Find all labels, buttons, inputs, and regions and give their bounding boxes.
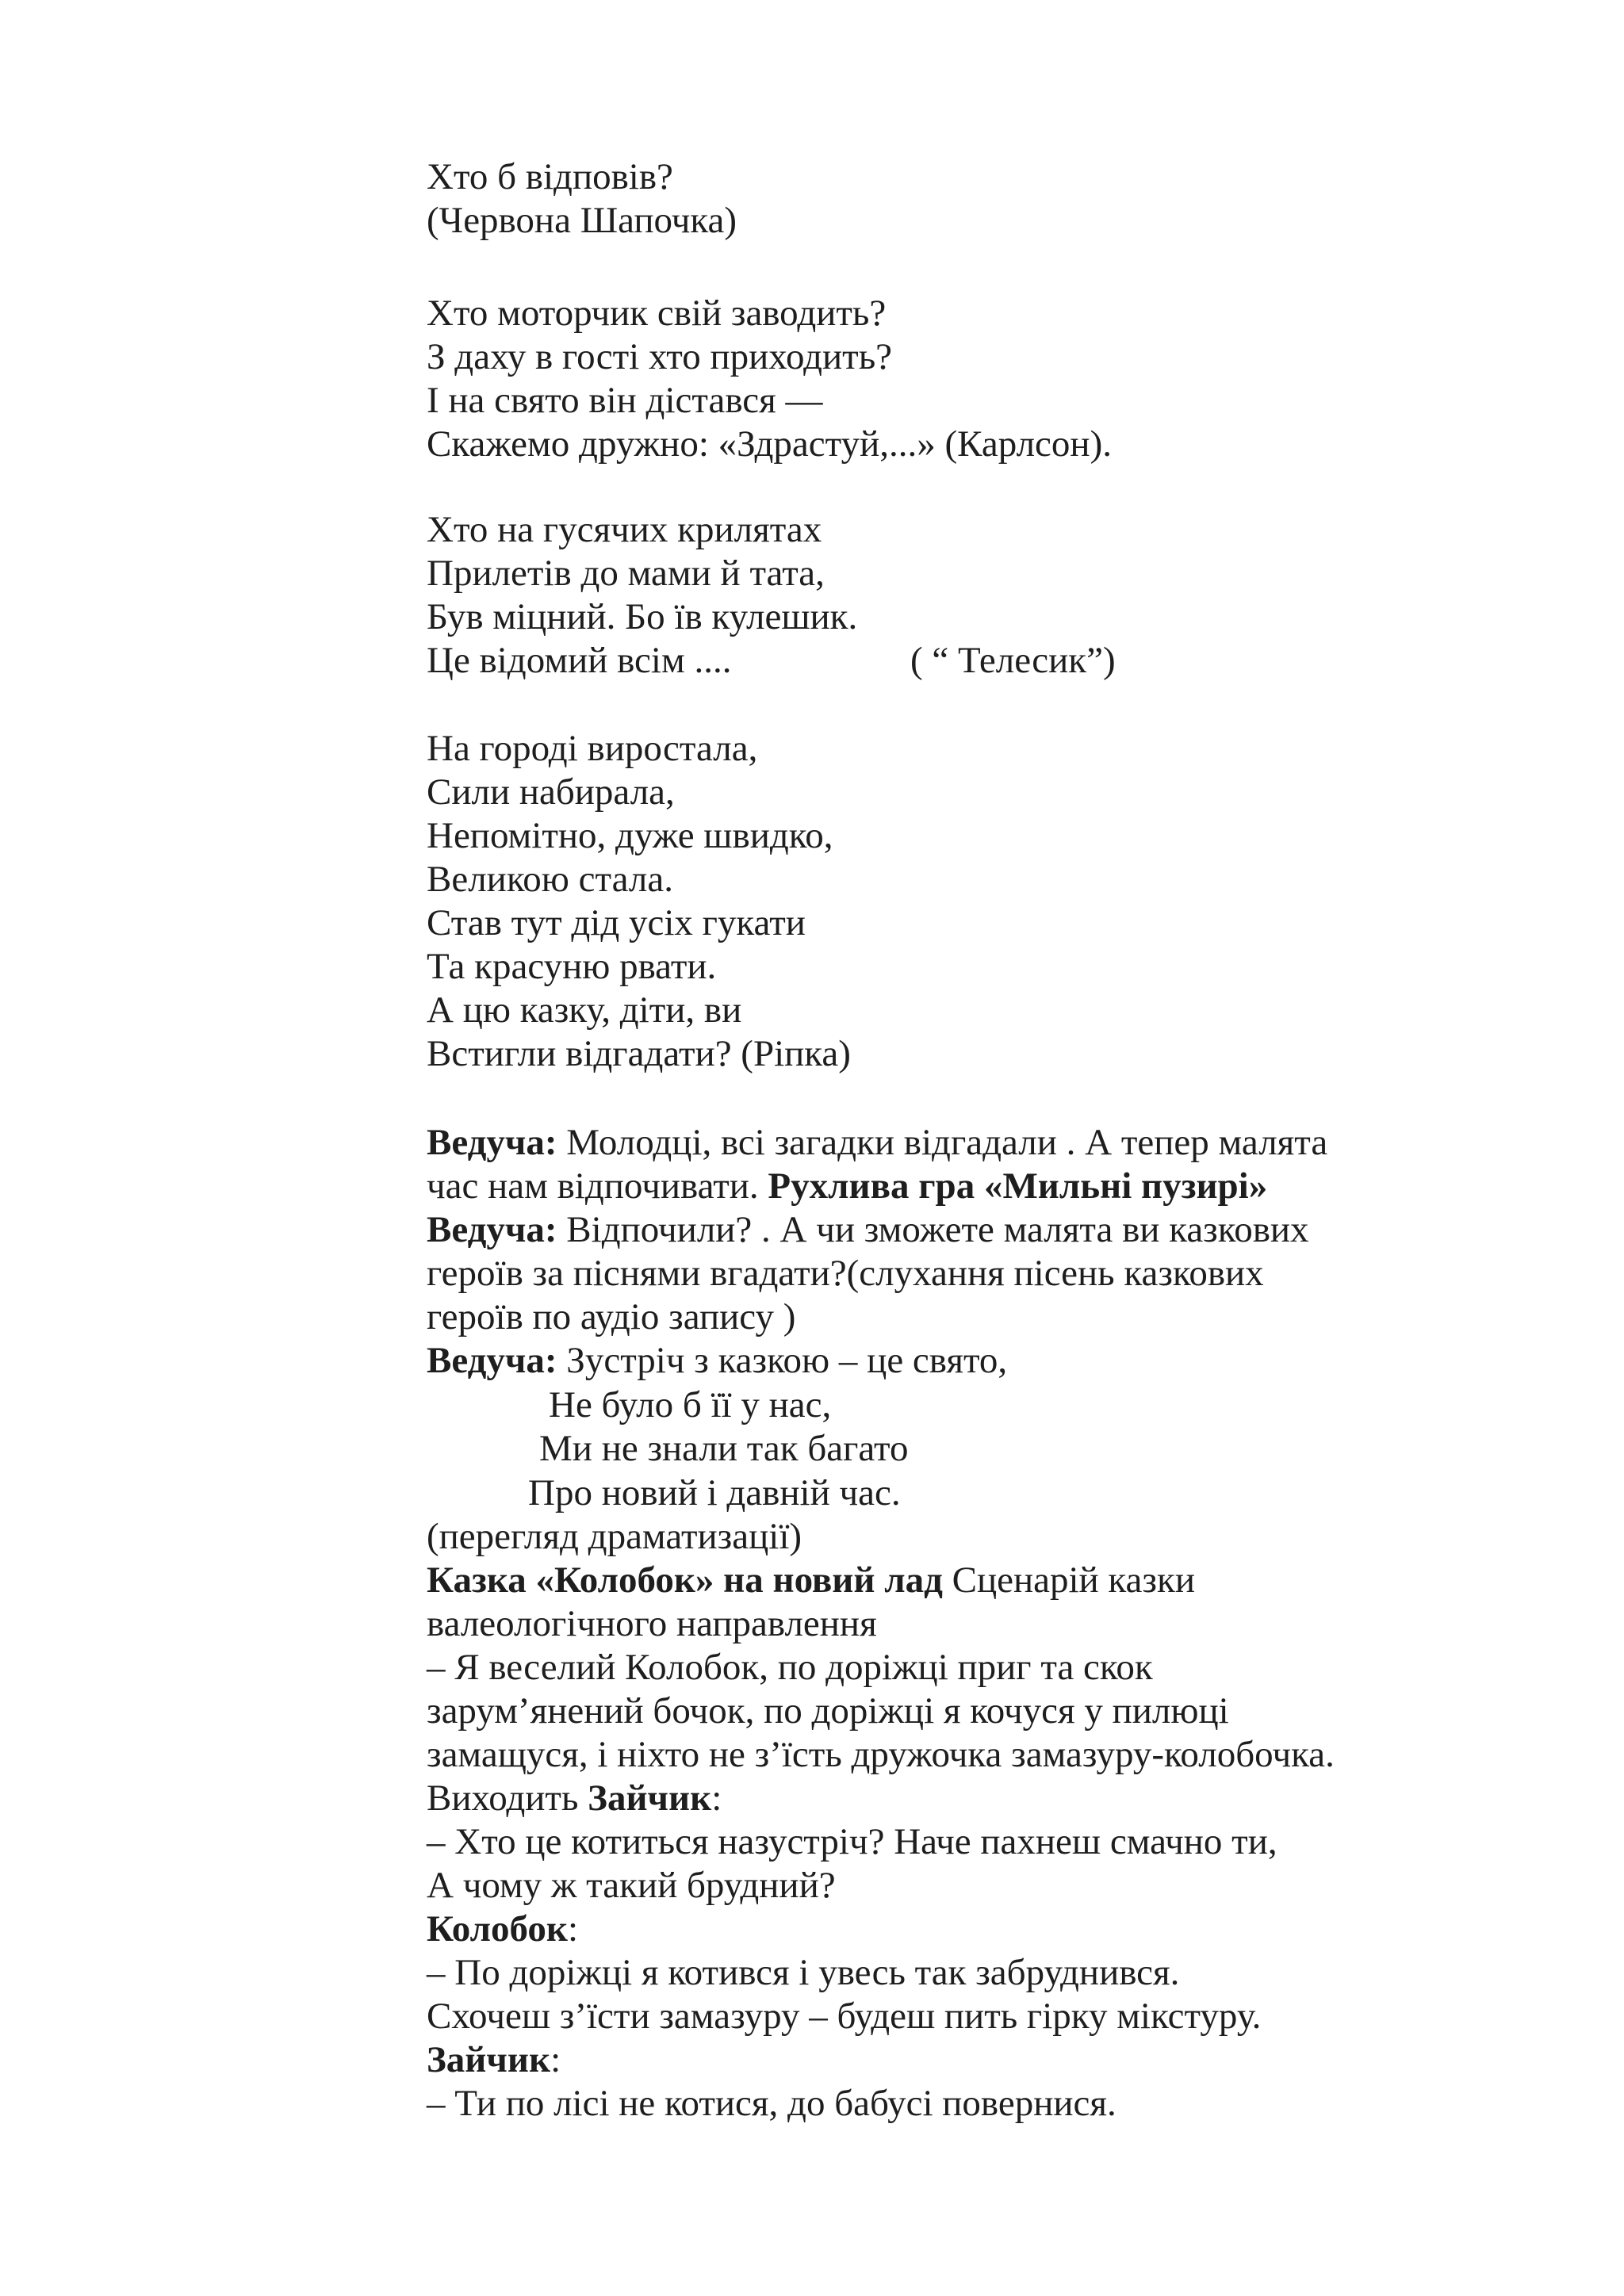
kolobok-song-line: замащуся, і ніхто не з’їсть дружочка замазуру-колобочка. [427, 1734, 1335, 1775]
dialogue-line: – По доріжці я котився і увесь так забруднився. [427, 1952, 1180, 1993]
host-speech: Зустріч з казкою – це свято, [557, 1340, 1008, 1381]
host-speech: час нам відпочивати. [427, 1165, 768, 1207]
tale-subtitle: Сценарій казки [942, 1559, 1195, 1601]
dialogue-line: Схочеш з’їсти замазуру – будеш пить гірку мікстуру. [427, 1996, 1262, 2037]
riddle-line: Великою стала. [427, 859, 673, 900]
riddle-answer: ( “ Телесик”) [910, 640, 1116, 681]
verse-line: Не було б її у нас, [549, 1384, 832, 1425]
tale-heading [427, 1559, 1195, 1601]
speaker-heading [427, 1908, 578, 1950]
verse-line: Про новий і давній час. [528, 1472, 901, 1513]
speaker-label: Ведуча: [427, 1122, 557, 1163]
riddle-line: Хто на гусячих крилятах [427, 509, 822, 550]
host-speech: Молодці, всі загадки відгадали . А тепер малята [557, 1122, 1328, 1163]
character-name: Зайчик [588, 1777, 712, 1819]
kolobok-song-line: зарум’янений бочок, по доріжці я кочуся у пилюці [427, 1690, 1229, 1732]
riddle-line: А цю казку, діти, ви [427, 989, 742, 1031]
host-line: героїв по аудіо запису ) [427, 1296, 796, 1337]
speaker-heading [427, 2038, 561, 2081]
character-name: Колобок [427, 1908, 568, 1950]
riddle-line: Сили набирала, [427, 771, 675, 813]
riddle-line: На городі виростала, [427, 728, 758, 769]
riddle-line: Та красуню рвати. [427, 946, 717, 987]
host-line [427, 1121, 1327, 1164]
game-title: Рухлива гра «Мильні пузирі» [768, 1165, 1268, 1207]
speaker-label: Ведуча: [427, 1340, 557, 1381]
riddle-line: З даху в гості хто приходить? [427, 336, 893, 377]
dialogue-line: А чому ж такий брудний? [427, 1865, 836, 1906]
colon: : [711, 1777, 722, 1819]
stage-note: (перегляд драматизації) [427, 1516, 802, 1557]
riddle-answer: (Червона Шапочка) [427, 200, 737, 241]
riddle-line: Встигли відгадати? (Ріпка) [427, 1033, 851, 1074]
riddle-line: Хто моторчик свій заводить? [427, 293, 887, 334]
riddle-line: Скажемо дружно: «Здрастуй,...» (Карлсон). [427, 423, 1112, 465]
riddle-line: Прилетів до мами й тата, [427, 553, 825, 594]
exit-prefix: Виходить [427, 1777, 588, 1819]
host-line [427, 1165, 1267, 1207]
stage-direction [427, 1777, 722, 1820]
riddle-line: Це відомий всім .... [427, 640, 732, 681]
host-speech: Відпочили? . А чи зможете малята ви казкових [557, 1209, 1309, 1250]
verse-line: Ми не знали так багато [539, 1428, 909, 1469]
riddle-line: Був міцний. Бо їв кулешик. [427, 596, 858, 637]
tale-title: Казка «Колобок» на новий лад [427, 1559, 943, 1601]
speaker-label: Ведуча: [427, 1209, 557, 1250]
dialogue-line: – Хто це котиться назустріч? Наче пахнеш смачно ти, [427, 1821, 1277, 1862]
colon: : [550, 2039, 561, 2080]
colon: : [567, 1908, 579, 1950]
tale-subtitle-line: валеологічного направлення [427, 1603, 877, 1644]
host-line: героїв за піснями вгадати?(слухання пісень казкових [427, 1253, 1264, 1294]
riddle-line: Непомітно, дуже швидко, [427, 815, 833, 856]
riddle-line: І на свято він дістався — [427, 380, 823, 421]
character-name: Зайчик [427, 2039, 551, 2080]
riddle-line: Став тут дід усіх гукати [427, 902, 806, 943]
kolobok-song-line: – Я веселий Колобок, по доріжці приг та скок [427, 1647, 1153, 1688]
host-line [427, 1208, 1309, 1251]
riddle-line: Хто б відповів? [427, 156, 673, 197]
dialogue-line: – Ти по лісі не котися, до бабусі повернися. [427, 2083, 1116, 2124]
host-line [427, 1339, 1007, 1382]
